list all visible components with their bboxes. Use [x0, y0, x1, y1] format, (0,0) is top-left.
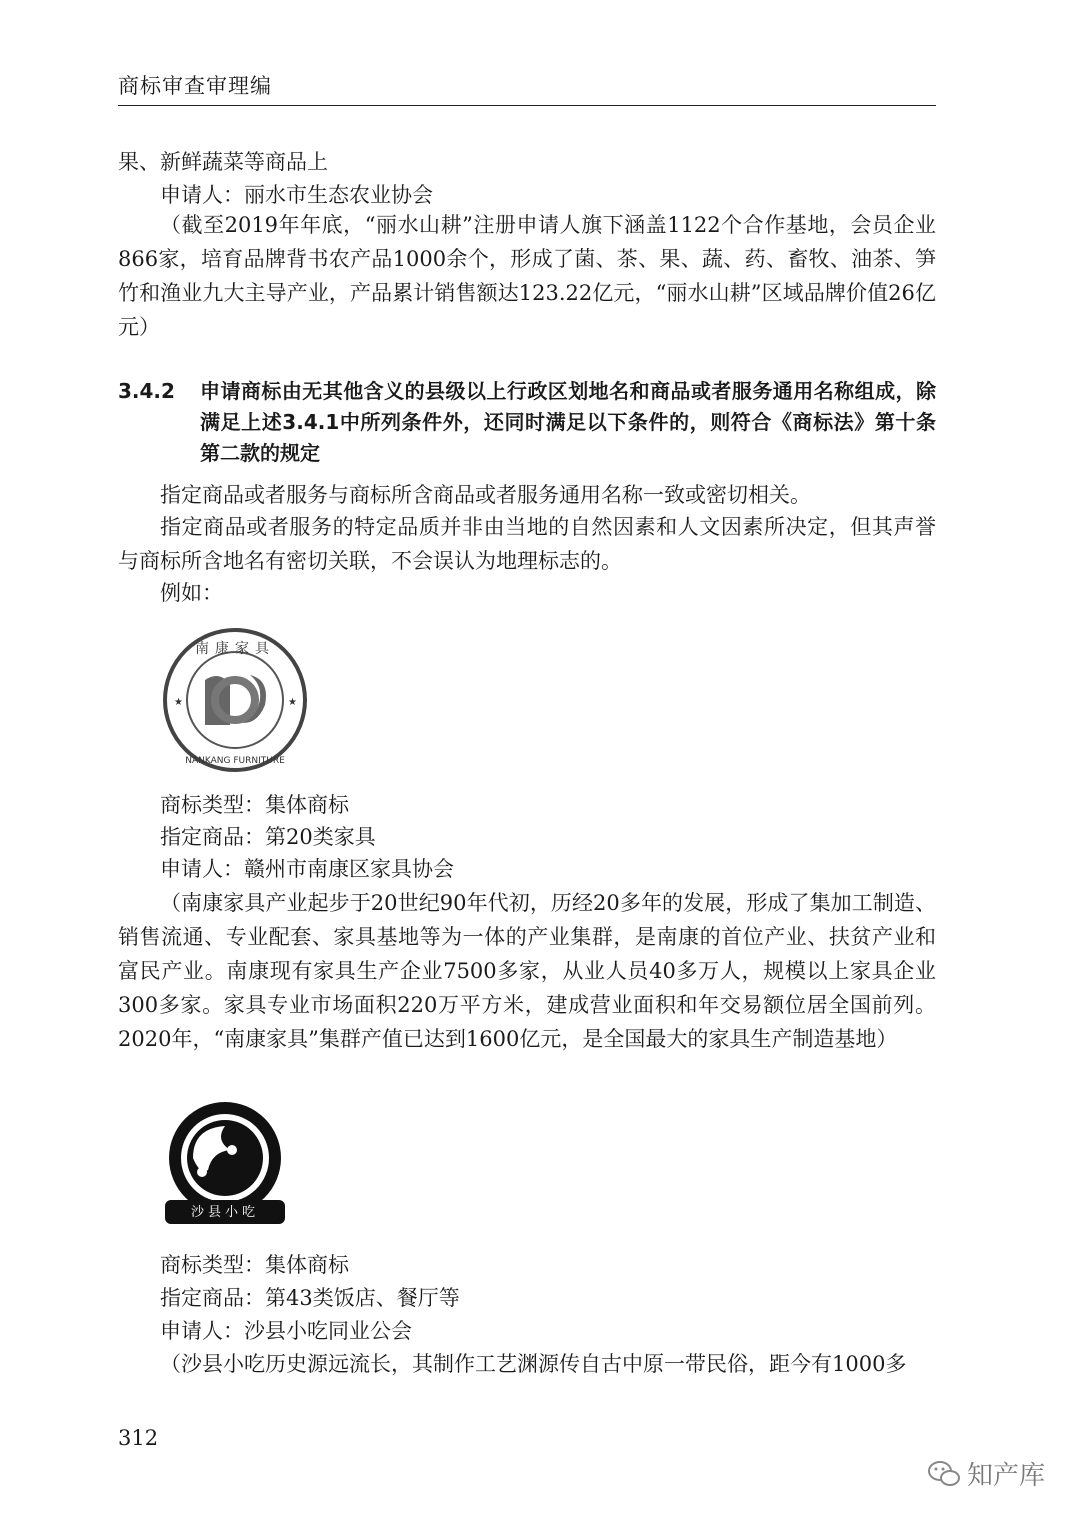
svg-text:★: ★: [174, 697, 183, 708]
section-number: 3.4.2: [118, 379, 175, 403]
intro-applicant: 申请人：丽水市生态农业协会: [160, 183, 433, 207]
svg-text:★: ★: [288, 697, 297, 708]
section-para-2: 指定商品或者服务的特定品质并非由当地的自然因素和人文因素所决定，但其声誉与商标所含地名有密切关联，不会误认为地理标志的。: [118, 515, 936, 573]
svg-text:NANKANG FURNITURE: NANKANG FURNITURE: [185, 756, 285, 766]
svg-text:南康家具: 南康家具: [195, 641, 275, 657]
intro-note: （截至2019年年底，“丽水山耕”注册申请人旗下涵盖1122个合作基地，会员企业866家，培育品牌背书农产品1000余个，形成了菌、茶、果、蔬、药、畜牧、油茶、笋竹和渔业九大主导产业，产品累计销售额达123.22亿元，“丽水山耕”区域品牌价值26亿元）: [118, 213, 936, 339]
example1-goods: 指定商品：第20类家具: [160, 825, 376, 849]
wechat-icon: [927, 1459, 961, 1489]
page-number: 312: [118, 1426, 159, 1450]
intro-line: 果、新鲜蔬菜等商品上: [118, 150, 328, 174]
watermark-text: 知产库: [966, 1461, 1045, 1491]
example1-type: 商标类型：集体商标: [160, 793, 349, 817]
watermark: [927, 1455, 1045, 1492]
nankang-furniture-logo: [160, 625, 310, 775]
example1-note: （南康家具产业起步于20世纪90年代初，历经20多年的发展，形成了集加工制造、销售流通、专业配套、家具基地等为一体的产业集群，是南康的首位产业、扶贫产业和富民产业。南康现有家具生产企业7500多家，从业人员40多万人，规模以上家具企业300多家。家具专业市场面积220万平方米，建成营业面积和年交易额位居全国前列。2020年，“南康家具”集群产值已达到1600亿元，是全国最大的家具生产制造基地）: [118, 891, 936, 1051]
section-title: 申请商标由无其他含义的县级以上行政区划地名和商品或者服务通用名称组成，除满足上述3.4.1中所列条件外，还同时满足以下条件的，则符合《商标法》第十条第二款的规定: [200, 379, 936, 465]
section-heading: [118, 376, 936, 469]
header-rule: [118, 105, 936, 106]
example2-goods: 指定商品：第43类饭店、餐厅等: [160, 1286, 460, 1310]
shaxian-logo-text: 沙县小吃: [190, 1205, 259, 1220]
example2-note: （沙县小吃历史源远流长，其制作工艺渊源传自古中原一带民俗，距今有1000多: [160, 1352, 907, 1376]
section-para-1: 指定商品或者服务与商标所含商品或者服务通用名称一致或密切相关。: [160, 483, 811, 507]
example2-applicant: 申请人：沙县小吃同业公会: [160, 1319, 412, 1343]
example1-applicant: 申请人：赣州市南康区家具协会: [160, 857, 454, 881]
example2-type: 商标类型：集体商标: [160, 1253, 349, 1277]
example-label: 例如：: [160, 581, 223, 605]
running-header: 商标审查审理编: [118, 74, 272, 98]
